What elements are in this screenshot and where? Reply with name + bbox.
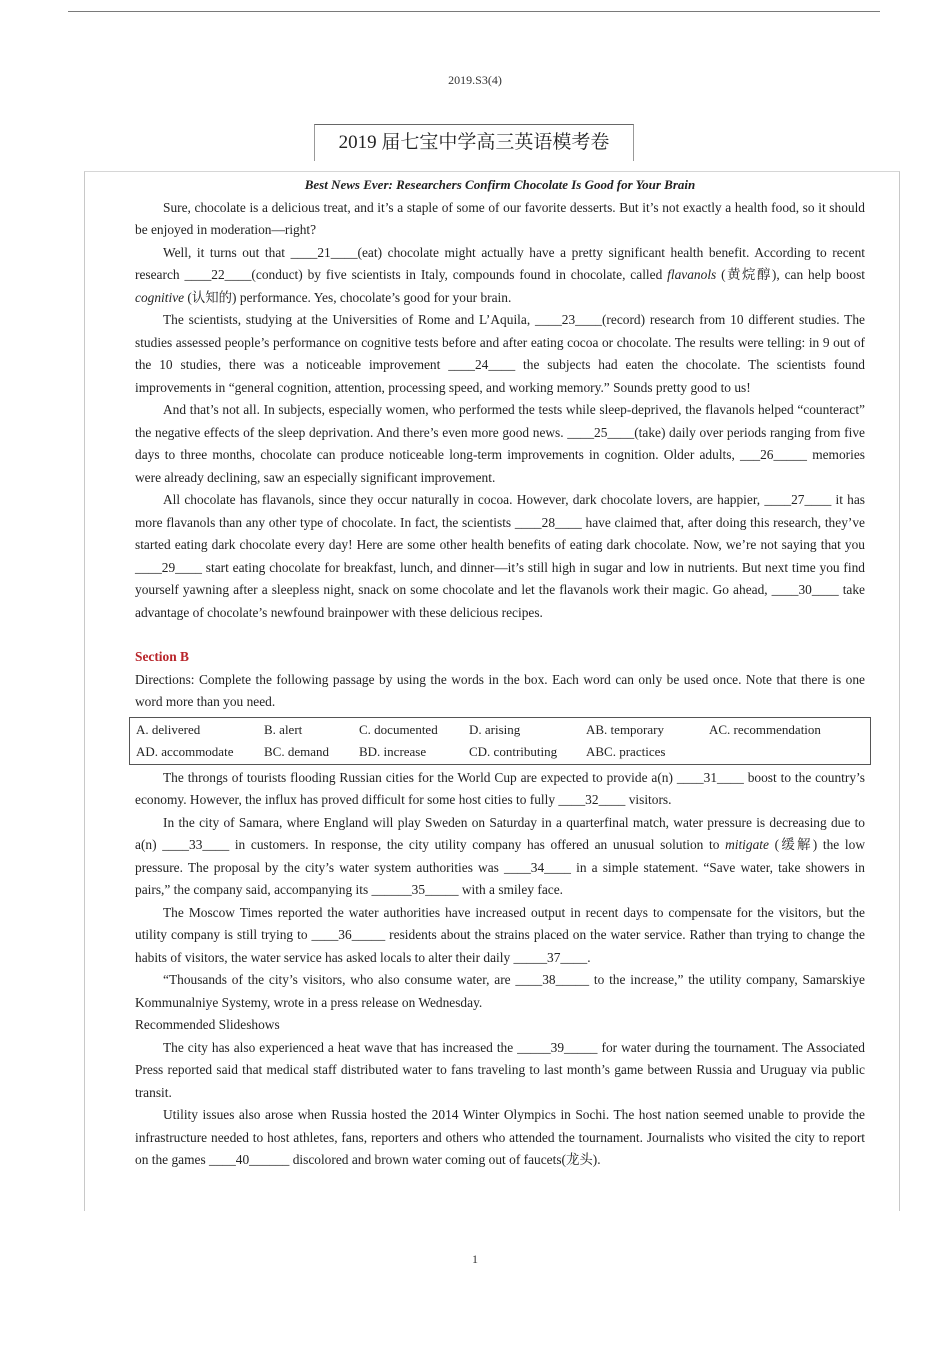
paragraph-a2-text3: (认知的) performance. Yes, chocolate’s good for your brain. <box>184 289 512 305</box>
paragraph-b2 <box>135 812 865 902</box>
exam-code: 2019.S3(4) <box>448 73 502 87</box>
directions: Directions: Complete the following passage by using the words in the box. Each word can only be used once. Note that there is one word more than you need. <box>135 671 865 709</box>
word-option: ABC. practices <box>586 743 666 759</box>
paragraph-b7: Utility issues also arose when Russia hosted the 2014 Winter Olympics in Sochi. The host nation seemed unable to provide the infrastructure needed to host athletes, fans, reporters and others who attended the tournament. Journalists who visited the city to report on the games ____40______ discolored and brown water coming out of faucets(龙头). <box>135 1107 865 1167</box>
word-option: AC. recommendation <box>709 721 821 737</box>
paragraph-b2-text2: (缓解) the low pressure. The proposal by the city’s water system authorities was ____34____ in a simple statement. “Save water, take showers in pairs,” the company said, accompanying its ______35_____ with a smiley face. <box>135 837 865 897</box>
section-b-heading: Section B <box>135 649 189 664</box>
word-box <box>129 717 871 765</box>
top-rule <box>68 11 880 12</box>
paragraph-b5: Recommended Slideshows <box>135 1017 280 1032</box>
paragraph-b2-text1: In the city of Samara, where England will play Sweden on Saturday in a quarterfinal match, water pressure is decreasing due to a(n) ____33____ in customers. In response, the city utility company has offered an unusual solution to <box>135 814 865 852</box>
paragraph-b4: “Thousands of the city’s visitors, who also consume water, are ____38_____ to the increase,” the utility company, Samarskiye Kommunalniye Systemy, wrote in a press release on Wednesday. <box>135 972 865 1010</box>
passage-body <box>135 174 865 1172</box>
paragraph-b3: The Moscow Times reported the water authorities have increased output in recent days to compensate for the visitors, but the utility company is still trying to ____36_____ residents about the strains placed on the water service. Rather than trying to change the habits of visitors, the water service has asked locals to alter their daily _____37____. <box>135 904 865 965</box>
page-number: 1 <box>472 1252 478 1266</box>
word-option: D. arising <box>469 721 521 737</box>
word-option: A. delivered <box>136 721 201 737</box>
paragraph-b6: The city has also experienced a heat wave that has increased the _____39_____ for water during the tournament. The Associated Press reported said that medical staff distributed water to fans traveling to last month’s game between Russia and Uruguay via public transit. <box>135 1039 865 1100</box>
paragraph-a5: All chocolate has flavanols, since they occur naturally in cocoa. However, dark chocolate lovers, are happier, ____27____ it has more flavanols than any other type of chocolate. In fact, the scientists ____28____ have claimed that, after doing this research, they’ve started eating dark chocolate every day! Here are some other health benefits of eating dark chocolate. Now, we’re not saying that you ____29____ start eating chocolate for breakfast, lunch, and dinner—it’s still high in sugar and low in nutrients. But next time you find yourself yawning after a sleepless night, snack on some chocolate and let the flavanols work their magic. Go ahead, ____30____ take advantage of chocolate’s newfound brainpower with these delicious recipes. <box>135 492 865 620</box>
word-option: B. alert <box>264 721 303 737</box>
paragraph-a4: And that’s not all. In subjects, especially women, who performed the tests while sleep-deprived, the flavanols helped “counteract” the negative effects of the sleep deprivation. And there’s even more good news. ____25____(take) daily over periods ranging from five days to three months, chocolate can produce noticeable long-term improvements in cognition. Older adults, ___26_____ memories were already declining, saw an especially significant improvement. <box>135 402 865 485</box>
term-flavanols: flavanols <box>667 267 717 282</box>
article-title: Best News Ever: Researchers Confirm Chocolate Is Good for Your Brain <box>304 177 696 192</box>
word-option: CD. contributing <box>469 743 558 759</box>
word-option: C. documented <box>359 721 438 737</box>
term-cognitive: cognitive <box>135 289 185 305</box>
paragraph-a2-text2: (黄烷醇), can help boost <box>716 267 865 282</box>
paragraph-a1: Sure, chocolate is a delicious treat, and it’s a staple of some of our favorite desserts. But it’s not exactly a health food, so it should be enjoyed in moderation—right? <box>135 199 865 237</box>
word-option: AB. temporary <box>586 721 664 737</box>
word-option: BD. increase <box>359 743 427 759</box>
paragraph-a3: The scientists, studying at the Universities of Rome and L’Aquila, ____23____(record) research from 10 different studies. The studies assessed people’s performance on cognitive tests before and after eating cocoa or chocolate. The results were telling: in 9 out of the 10 studies, there was a noticeable improvement ____24____ the subjects had eaten the chocolate. The scientists found improvements in “general cognition, attention, processing speed, and working memory.” Sounds pretty good to us! <box>135 312 865 395</box>
paragraph-a2 <box>135 242 865 310</box>
word-option: BC. demand <box>264 743 329 759</box>
term-mitigate: mitigate <box>725 837 769 852</box>
word-option: AD. accommodate <box>136 743 234 759</box>
paragraph-b1: The throngs of tourists flooding Russian cities for the World Cup are expected to provide a(n) ____31____ boost to the country’s economy. However, the influx has proved difficult for some host cities to fully ____32____ visitors. <box>135 769 865 807</box>
paragraph-a2-text1: Well, it turns out that ____21____(eat) chocolate might actually have a pretty significant health benefit. According to recent research ____22____(conduct) by five scientists in Italy, compounds found in chocolate, called <box>135 244 865 282</box>
exam-title: 2019 届七宝中学高三英语模考卷 <box>314 124 634 161</box>
